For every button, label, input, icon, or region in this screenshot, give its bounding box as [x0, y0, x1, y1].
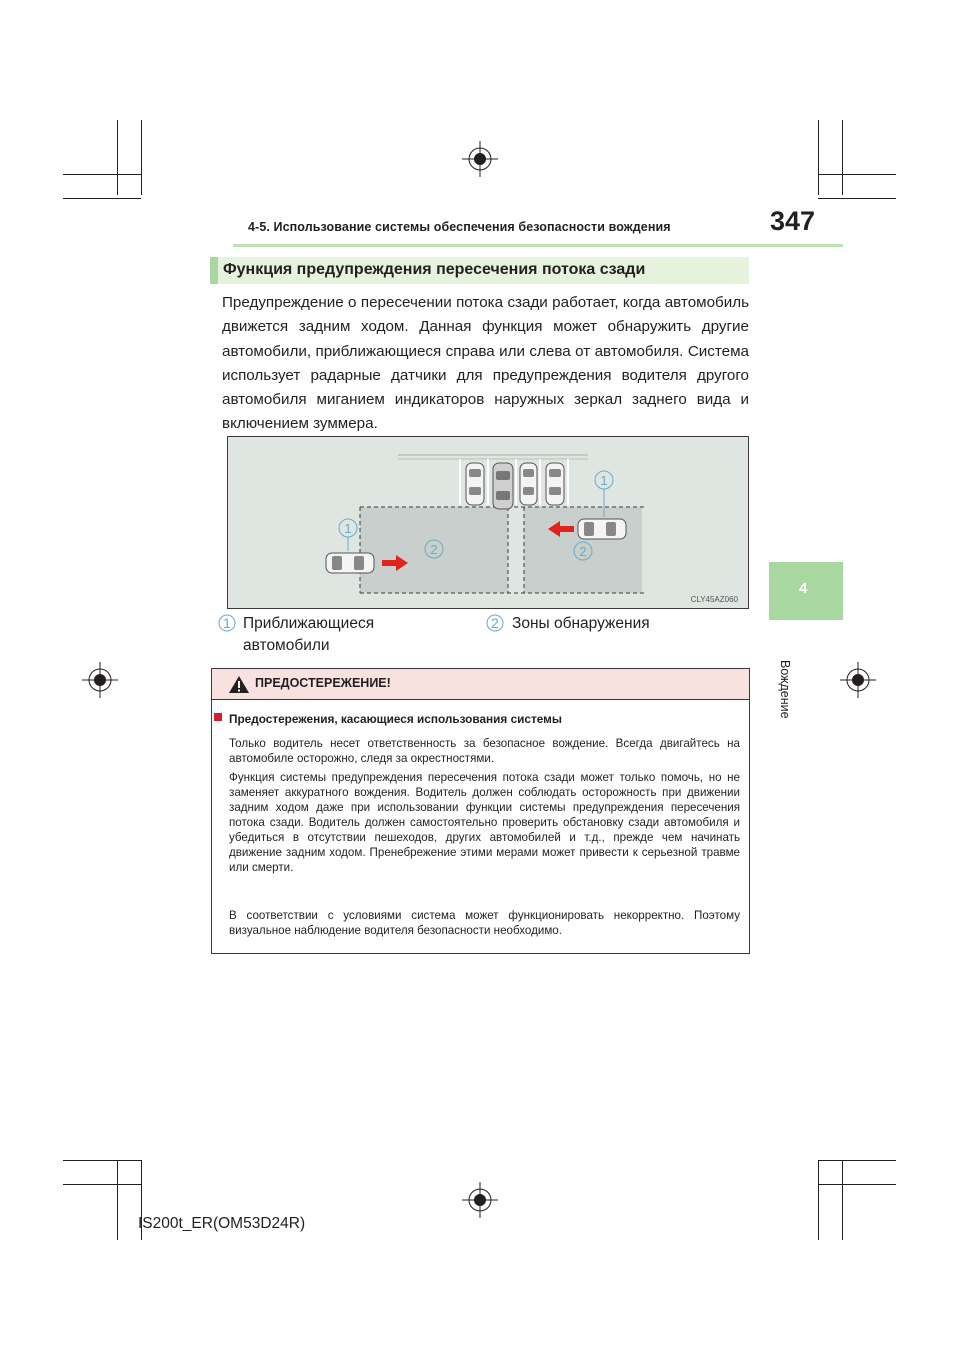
- chapter-number: 4: [799, 580, 808, 597]
- intro-paragraph: Предупреждение о пересечении потока сзади работает, когда автомобиль движется задним ходом. Данная функция может обнаружить другие автомобили, приближающиеся справа или слева от автомобиля. Система использует радарные датчики для предупреждения водителя другого автомобиля миганием индикаторов наружных зеркал заднего вида и включением зуммера.: [222, 294, 749, 433]
- approaching-car-left: [326, 553, 374, 573]
- callout-1-right-num: 1: [600, 473, 608, 488]
- warning-paragraph-1: Только водитель несет ответственность за безопасное вождение. Всегда двигайтесь на автомобиле осторожно, следя за окрестностями.: [229, 737, 740, 765]
- legend-2-text: Зоны обнаружения: [512, 615, 650, 632]
- callout-1-left-num: 1: [344, 521, 352, 536]
- parked-car-1: [466, 463, 484, 505]
- page-number: 347: [770, 206, 816, 236]
- chapter-label: Вождение: [778, 660, 792, 719]
- parking-diagram: [228, 437, 748, 608]
- parked-car-3: [546, 463, 564, 505]
- warning-subhead: Предостережения, касающиеся использования системы: [229, 712, 562, 726]
- registration-mark-right: [840, 662, 876, 698]
- header-rule: [233, 244, 843, 247]
- bullet-square-icon: [214, 713, 222, 721]
- warning-title: ПРЕДОСТЕРЕЖЕНИЕ!: [255, 676, 391, 690]
- legend-1-text: Приближающиеся автомобили: [243, 615, 375, 654]
- host-vehicle: [493, 463, 513, 509]
- legend-1-num: 1: [223, 615, 231, 631]
- figure-code: CLY45AZ060: [690, 595, 738, 604]
- warning-paragraph-3: В соответствии с условиями система может функционировать некорректно. Поэтому визуальное наблюдение водителя безопасности необходимо.: [229, 909, 740, 937]
- registration-mark-top: [462, 141, 498, 177]
- callout-2-left-num: 2: [430, 542, 438, 557]
- approaching-car-right: [578, 519, 626, 539]
- callout-2-right-num: 2: [579, 544, 587, 559]
- warning-paragraph-2: Функция системы предупреждения пересечения потока сзади может только помочь, но не заменяет аккуратного вождения. Водитель должен соблюдать осторожность при движении задним ходом даже при использовании функции системы предупреждения пересечения потока сзади. Водитель должен самостоятельно проверить обстановку сзади автомобиля и убедиться в отсутствии пешеходов, других автомобилей и т.д., прежде чем начинать движение задним ходом. Пренебрежение этими мерами может привести к серьезной травме или смерти.: [229, 771, 740, 874]
- section-title: Функция предупреждения пересечения потока сзади: [223, 261, 646, 278]
- warning-triangle-icon: [228, 675, 250, 694]
- legend-2-num: 2: [491, 615, 499, 631]
- footer-model-code: IS200t_ER(OM53D24R): [138, 1215, 306, 1232]
- parked-car-2: [520, 463, 537, 505]
- rcta-figure: [227, 436, 749, 609]
- registration-mark-bottom: [462, 1182, 498, 1218]
- section-header: 4-5. Использование системы обеспечения безопасности вождения: [248, 220, 671, 234]
- registration-mark-left: [82, 662, 118, 698]
